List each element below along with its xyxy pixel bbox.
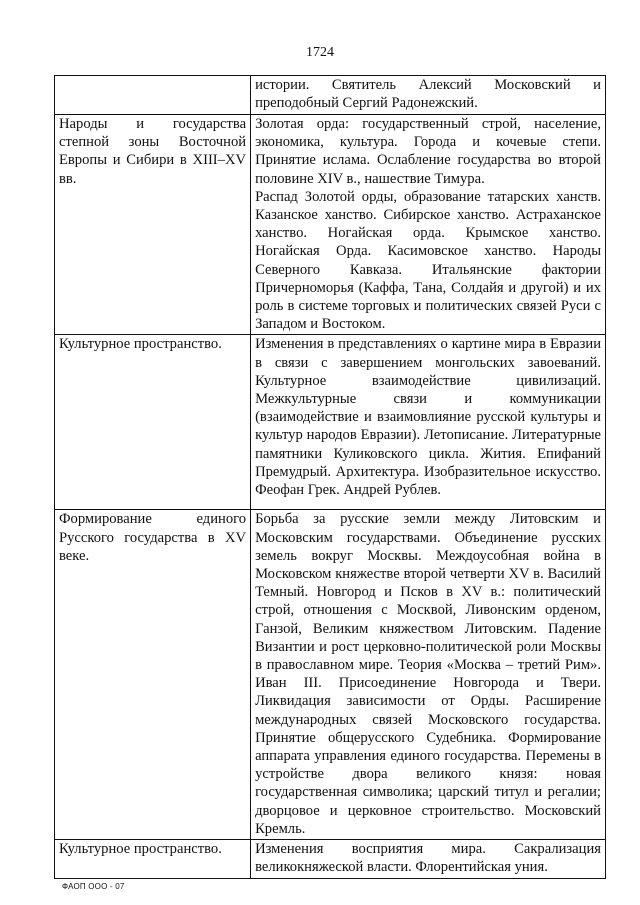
content-cell — [251, 840, 606, 878]
content-cell — [251, 115, 606, 335]
table-row — [55, 335, 606, 510]
topic-cell: Культурное пространство. — [55, 840, 251, 878]
content-paragraph: Изменения восприятия мира. Сакрализация великокняжеской власти. Флорентийская уния. — [255, 841, 601, 876]
topic-cell: Народы и государства степной зоны Восточной Европы и Сибири в XIII–XV вв. — [55, 115, 251, 335]
topic-cell — [55, 76, 251, 115]
table-row — [55, 76, 606, 115]
content-paragraph: Борьба за русские земли между Литовским и Московским государствами. Объединение русских земель вокруг Москвы. Междоусобная война в Московском княжестве второй четверти XV в. Василий Темный. Новгород и Псков в XV в.: политический строй, отношения с Москвой, Ливонским орденом, Ганзой, Великим княжеством Литовским. Падение Византии и рост церковно-политической роли Москвы в православном мире. Теория «Москва – третий Рим». Иван III. Присоединение Новгорода и Твери. Ликвидация зависимости от Орды. Расширение международных связей Московского государства. Принятие общерусского Судебника. Формирование аппарата управления единого государства. Перемены в устройстве двора великого князя: новая государственная символика; царский титул и регалии; дворцовое и церковное строительство. Московский Кремль. — [255, 511, 601, 837]
content-paragraph: Распад Золотой орды, образование татарских ханств. Казанское ханство. Сибирское ханство. Астраханское ханство. Ногайская орда. Крымское ханство. Ногайская Орда. Касимовское ханство. Народы Северного Кавказа. Итальянские фактории Причерноморья (Каффа, Тана, Солдайя и другой) и их роль в системе торговых и политических связей Руси с Западом и Востоком. — [255, 188, 601, 333]
document-code: ФАОП ООО - 07 — [62, 882, 125, 891]
content-paragraph: истории. Святитель Алексий Московский и преподобный Сергий Радонежский. — [255, 77, 601, 112]
content-cell — [251, 335, 606, 510]
page-number: 1724 — [306, 45, 334, 60]
table-row — [55, 115, 606, 335]
topic-cell: Формирование единого Русского государства в XV веке. — [55, 510, 251, 840]
content-cell — [251, 510, 606, 840]
content-cell — [251, 76, 606, 115]
table-row — [55, 840, 606, 878]
content-paragraph: Золотая орда: государственный строй, население, экономика, культура. Города и кочевые степи. Принятие ислама. Ослабление государства во второй половине XIV в., нашествие Тимура. — [255, 116, 601, 187]
curriculum-table — [54, 75, 606, 879]
topic-cell: Культурное пространство. — [55, 335, 251, 510]
table-row — [55, 510, 606, 840]
content-paragraph: Изменения в представлениях о картине мира в Евразии в связи с завершением монгольских завоеваний. Культурное взаимодействие цивилизаций. Межкультурные связи и коммуникации (взаимодействие и взаимовлияние русской культуры и культур народов Евразии). Летописание. Литературные памятники Куликовского цикла. Жития. Епифаний Премудрый. Архитектура. Изобразительное искусство. Феофан Грек. Андрей Рублев. — [255, 336, 601, 499]
